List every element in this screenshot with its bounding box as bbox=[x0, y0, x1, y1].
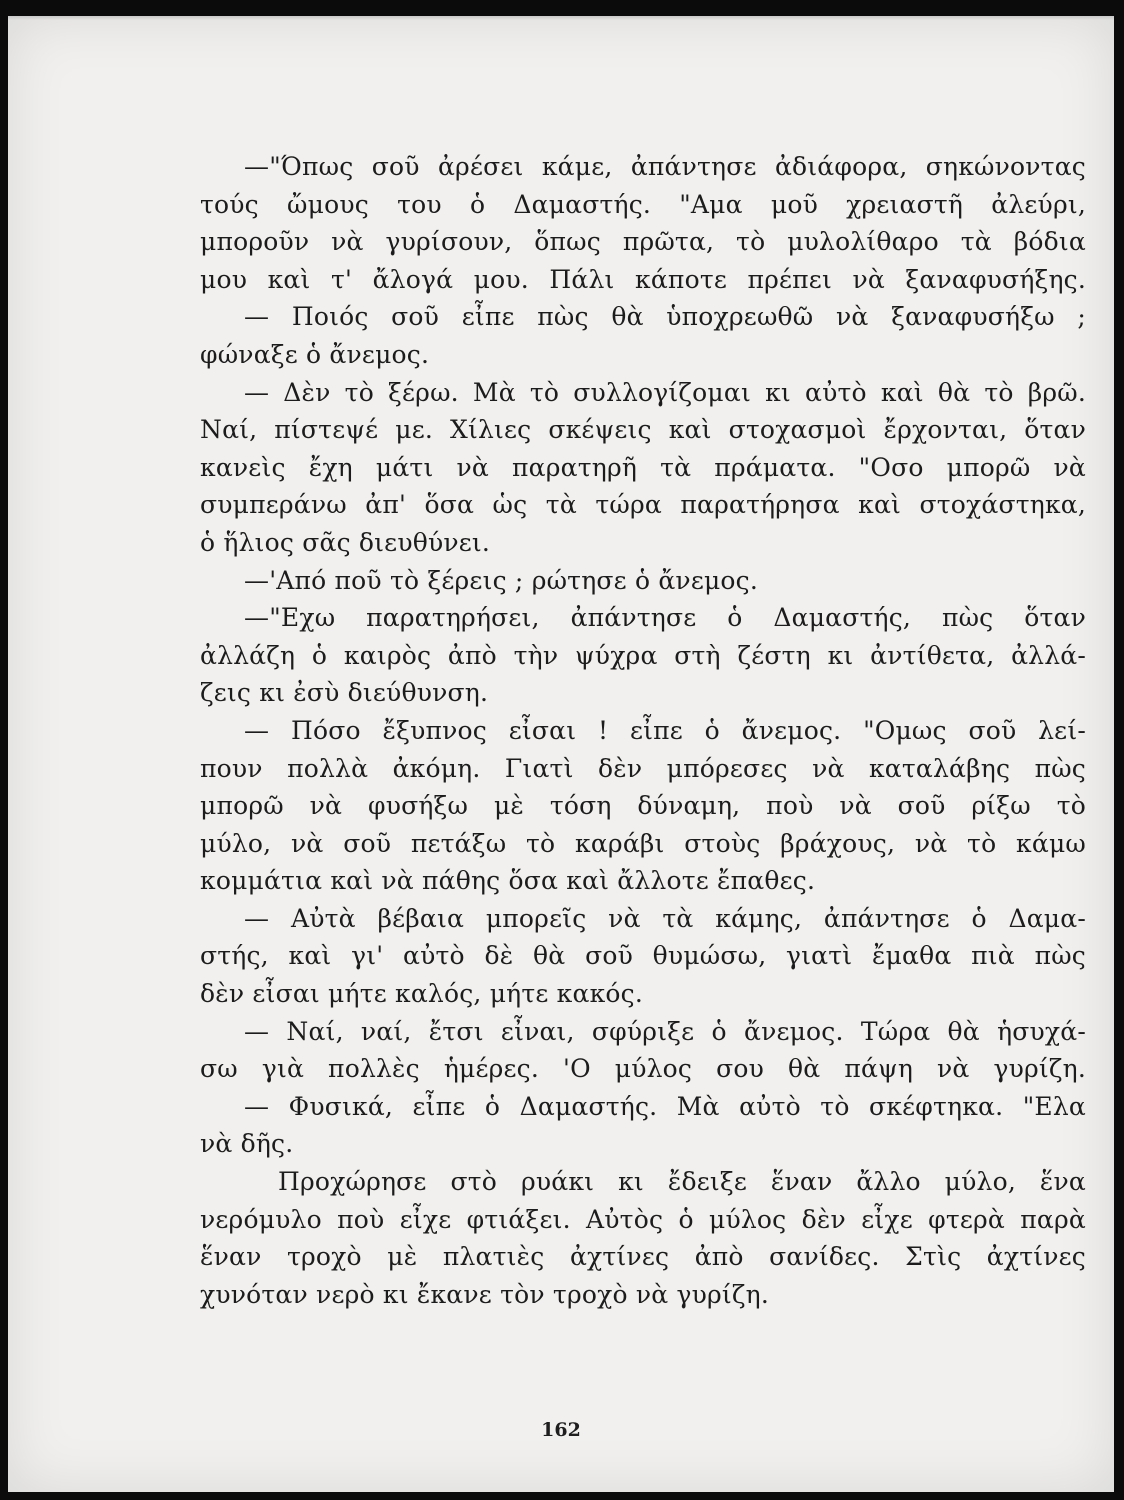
text-line: στής, καὶ γι' αὐτὸ δὲ θὰ σοῦ θυμώσω, γιατὶ ἔμαθα πιὰ πὼς bbox=[200, 941, 1086, 971]
text-line: —"Εχω παρατηρήσει, ἀπάντησε ὁ Δαμαστής, πὼς ὅταν bbox=[244, 603, 1086, 633]
text-line: ἕναν τροχὸ μὲ πλατιὲς ἀχτίνες ἀπὸ σανίδες. Στὶς ἀχτίνες bbox=[200, 1242, 1086, 1272]
text-line: σω γιὰ πολλὲς ἡμέρες. 'Ο μύλος σου θὰ πάψη νὰ γυρίζη. bbox=[200, 1054, 1086, 1084]
text-line: δὲν εἶσαι μήτε καλός, μήτε κακός. bbox=[200, 979, 644, 1009]
text-line: χυνόταν νερὸ κι ἔκανε τὸν τροχὸ νὰ γυρίζη. bbox=[200, 1279, 769, 1309]
text-line: ζεις κι ἐσὺ διεύθυνση. bbox=[200, 678, 489, 708]
text-line: — Ναί, ναί, ἔτσι εἶναι, σφύριξε ὁ ἄνεμος. Τώρα θὰ ἡσυχά- bbox=[244, 1016, 1086, 1046]
book-page bbox=[8, 16, 1114, 1492]
text-line: —"Όπως σοῦ ἀρέσει κάμε, ἀπάντησε ἀδιάφορα, σηκώνοντας bbox=[244, 152, 1086, 181]
text-line: — Φυσικά, εἶπε ὁ Δαμαστής. Μὰ αὐτὸ τὸ σκέφτηκα. "Ελα bbox=[244, 1091, 1086, 1121]
text-line: συμπεράνω ἀπ' ὅσα ὡς τὰ τώρα παρατήρησα καὶ στοχάστηκα, bbox=[200, 490, 1086, 520]
text-line: νερόμυλο ποὺ εἶχε φτιάξει. Αὐτὸς ὁ μύλος δὲν εἶχε φτερὰ παρὰ bbox=[200, 1204, 1086, 1234]
text-line: μου καὶ τ' ἄλογά μου. Πάλι κάποτε πρέπει νὰ ξαναφυσήξης. bbox=[200, 264, 1086, 294]
text-line: Ναί, πίστεψέ με. Χίλιες σκέψεις καὶ στοχασμοὶ ἔρχονται, ὅταν bbox=[200, 415, 1086, 445]
text-line: κομμάτια καὶ νὰ πάθης ὅσα καὶ ἄλλοτε ἔπαθες. bbox=[200, 866, 816, 896]
text-line: — Ποιός σοῦ εἶπε πὼς θὰ ὑποχρεωθῶ νὰ ξαναφυσήξω ; bbox=[244, 302, 1086, 332]
body-text bbox=[200, 148, 1086, 1313]
text-line: ὁ ἥλιος σᾶς διευθύνει. bbox=[200, 527, 491, 557]
text-line: κανεὶς ἔχη μάτι νὰ παρατηρῆ τὰ πράματα. "Οσο μπορῶ νὰ bbox=[200, 452, 1086, 482]
text-line: ἀλλάζη ὁ καιρὸς ἀπὸ τὴν ψύχρα στὴ ζέστη κι ἀντίθετα, ἀλλά- bbox=[200, 640, 1086, 670]
text-line: — Πόσο ἔξυπνος εἶσαι ! εἶπε ὁ ἄνεμος. "Ομως σοῦ λεί- bbox=[244, 715, 1086, 745]
text-line: φώναξε ὁ ἄνεμος. bbox=[200, 339, 430, 369]
text-line: — Αὐτὰ βέβαια μπορεῖς νὰ τὰ κάμης, ἀπάντησε ὁ Δαμα- bbox=[244, 903, 1086, 933]
text-line: — Δὲν τὸ ξέρω. Μὰ τὸ συλλογίζομαι κι αὐτὸ καὶ θὰ τὸ βρῶ. bbox=[244, 377, 1086, 407]
text-line: μύλο, νὰ σοῦ πετάξω τὸ καράβι στοὺς βράχους, νὰ τὸ κάμω bbox=[200, 828, 1086, 858]
text-line: μποροῦν νὰ γυρίσουν, ὅπως πρῶτα, τὸ μυλολίθαρο τὰ βόδια bbox=[200, 227, 1086, 257]
page-number: 162 bbox=[541, 1419, 581, 1441]
text-line: μπορῶ νὰ φυσήξω μὲ τόση δύναμη, ποὺ νὰ σοῦ ρίξω τὸ bbox=[200, 791, 1086, 821]
text-line: —'Από ποῦ τὸ ξέρεις ; ρώτησε ὁ ἄνεμος. bbox=[244, 565, 759, 595]
text-line: Προχώρησε στὸ ρυάκι κι ἔδειξε ἕναν ἄλλο μύλο, ἕνα bbox=[278, 1167, 1086, 1197]
text-line: τούς ὤμους του ὁ Δαμαστής. "Αμα μοῦ χρειαστῆ ἀλεύρι, bbox=[200, 189, 1086, 219]
text-line: νὰ δῆς. bbox=[200, 1129, 294, 1159]
page-edge-shadow bbox=[8, 16, 1114, 20]
text-line: πουν πολλὰ ἀκόμη. Γιατὶ δὲν μπόρεσες νὰ καταλάβης πὼς bbox=[200, 753, 1086, 783]
